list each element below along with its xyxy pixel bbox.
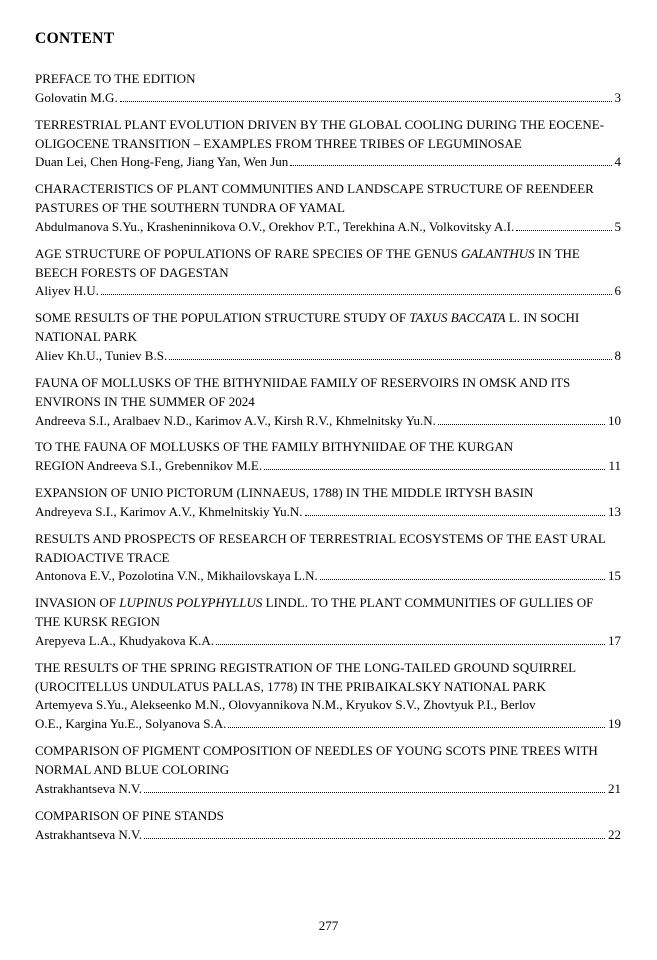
entry-title-text: LINDL. TO THE PLANT COMMUNITIES OF GULLIES OF THE KURSK REGION: [35, 595, 594, 630]
entry-title-text: PREFACE TO THE EDITION: [35, 71, 196, 86]
entry-title: [35, 70, 621, 89]
entry-author-row: [35, 632, 621, 651]
entry-page-number: 17: [608, 632, 621, 648]
dot-leader: [305, 515, 605, 516]
entry-author-row: [35, 347, 621, 366]
entry-page-number: 21: [608, 780, 621, 796]
entry-title-text: CHARACTERISTICS OF PLANT COMMUNITIES AND LANDSCAPE STRUCTURE OF REENDEER PASTURES OF THE SOUTHERN TUNDRA OF YAMAL: [35, 181, 594, 216]
entry-author-row: [35, 153, 621, 172]
content-heading: CONTENT: [35, 30, 115, 47]
entry-page-number: 11: [608, 458, 621, 474]
toc-entry: [35, 245, 621, 302]
entry-title-text: INVASION OF: [35, 595, 120, 611]
entry-title-text: RESULTS AND PROSPECTS OF RESEARCH OF TERRESTRIAL ECOSYSTEMS OF THE EAST URAL RADIOACTIVE TRACE: [35, 530, 606, 565]
entry-title-text: L. IN SOCHI NATIONAL PARK: [35, 310, 580, 345]
toc-entry: [35, 438, 621, 476]
entry-authors: Golovatin M.G.: [35, 89, 118, 105]
dot-leader: [320, 579, 605, 580]
dot-leader: [516, 230, 611, 231]
entry-page-number: 22: [608, 826, 621, 842]
entry-page-number: 13: [608, 503, 621, 519]
entry-author-row: [35, 780, 621, 799]
entry-author-row: [35, 715, 621, 734]
dot-leader: [169, 359, 611, 360]
entry-title: [35, 309, 621, 347]
entry-title-text: IN THE BEECH FORESTS OF DAGESTAN: [35, 245, 580, 280]
dot-leader: [264, 469, 605, 470]
entry-title: [35, 742, 621, 780]
entry-title-text: EXPANSION OF UNIO PICTORUM (LINNAEUS, 1788) IN THE MIDDLE IRTYSH BASIN: [35, 485, 534, 501]
toc-entry: [35, 530, 621, 587]
entry-title-text: SOME RESULTS OF THE POPULATION STRUCTURE STUDY OF: [35, 310, 410, 326]
entry-author-row: [35, 457, 621, 476]
dot-leader: [438, 424, 605, 425]
entry-authors: Astrakhantseva N.V.: [35, 780, 142, 796]
entry-page-number: 10: [608, 412, 621, 428]
toc-entry: [35, 70, 621, 108]
entry-title: [35, 807, 621, 826]
toc-entry: [35, 374, 621, 431]
toc-entry: [35, 309, 621, 366]
dot-leader: [101, 294, 612, 295]
entry-title-text: FAUNA OF MOLLUSKS OF THE BITHYNIIDAE FAMILY OF RESERVOIRS IN OMSK AND ITS ENVIRONS IN THE SUMMER OF 2024: [35, 374, 571, 409]
toc-entry: [35, 484, 621, 522]
entry-authors: O.E., Kargina Yu.E., Solyanova S.A.: [35, 716, 227, 732]
entry-author-row: [35, 826, 621, 845]
dot-leader: [290, 165, 611, 166]
entry-title: [35, 594, 621, 632]
entry-title: [35, 180, 621, 218]
toc-entry: [35, 807, 621, 845]
entry-authors: Arepyeva L.A., Khudyakova K.A.: [35, 632, 215, 648]
entry-title-text: THE RESULTS OF THE SPRING REGISTRATION OF THE LONG-TAILED GROUND SQUIRREL (UROCITELLUS UNDULATUS PALLAS, 1778) IN THE PRIBAIKALSKY NATIONAL PARK: [35, 659, 576, 694]
entry-title: [35, 438, 621, 457]
entry-page-number: 4: [614, 154, 621, 170]
toc-entry: [35, 659, 621, 734]
page-number-footer: 277: [318, 918, 339, 933]
entry-authors: Duan Lei, Chen Hong-Feng, Jiang Yan, Wen Jun: [35, 154, 289, 170]
entry-title-species-name: TAXUS BACCATA: [409, 310, 506, 326]
entry-authors-line: Artemyeva S.Yu., Alekseenko M.N., Olovyannikova N.M., Kryukov S.V., Zhovtyuk P.I., Berlov: [35, 697, 536, 713]
entry-page-number: 6: [614, 283, 621, 299]
entry-title: [35, 116, 621, 154]
entry-authors: Aliyev H.U.: [35, 283, 99, 299]
entry-title-text: COMPARISON OF PIGMENT COMPOSITION OF NEEDLES OF YOUNG SCOTS PINE TREES WITH NORMAL AND BLUE COLORING: [35, 743, 598, 777]
entry-author-row: [35, 503, 621, 522]
entry-authors: Astrakhantseva N.V.: [35, 826, 142, 842]
toc-entry: [35, 594, 621, 651]
entry-page-number: 5: [614, 218, 621, 234]
entry-title-species-name: LUPINUS POLYPHYLLUS: [119, 595, 263, 611]
entry-authors: REGION Andreeva S.I., Grebennikov M.E.: [35, 458, 263, 474]
entry-title: [35, 245, 621, 283]
entry-author-row: [35, 218, 621, 237]
entry-author-row: [35, 282, 621, 301]
entry-title-text: TO THE FAUNA OF MOLLUSKS OF THE FAMILY BITHYNIIDAE OF THE KURGAN: [35, 439, 514, 455]
entry-title: [35, 374, 621, 412]
dot-leader: [228, 727, 605, 728]
entry-author-row: [35, 567, 621, 586]
entry-title-text: TERRESTRIAL PLANT EVOLUTION DRIVEN BY THE GLOBAL COOLING DURING THE EOCENE-OLIGOCENE TRANSITION – EXAMPLES FROM THREE TRIBES OF LEGUMINOSAE: [35, 116, 605, 151]
entry-author-row: [35, 89, 621, 108]
dot-leader: [144, 792, 605, 793]
toc-entry: [35, 116, 621, 173]
entry-page-number: 19: [608, 716, 621, 732]
dot-leader: [144, 838, 605, 839]
toc-list: [35, 70, 621, 844]
dot-leader: [216, 644, 605, 645]
entry-title-text: COMPARISON OF PINE STANDS: [35, 807, 224, 823]
entry-page-number: 3: [614, 89, 621, 105]
toc-entry: [35, 180, 621, 237]
entry-title: [35, 484, 621, 503]
dot-leader: [120, 101, 612, 102]
entry-page-number: 8: [614, 347, 621, 363]
entry-page-number: 15: [608, 568, 621, 584]
entry-title-text: AGE STRUCTURE OF POPULATIONS OF RARE SPECIES OF THE GENUS: [35, 245, 461, 261]
entry-authors: Abdulmanova S.Yu., Krasheninnikova O.V., Orekhov P.T., Terekhina A.N., Volkovitsky A.I.: [35, 218, 515, 234]
entry-authors: Antonova E.V., Pozolotina V.N., Mikhailovskaya L.N.: [35, 568, 318, 584]
entry-title: [35, 659, 621, 697]
entry-title: [35, 530, 621, 568]
entry-authors: Andreyeva S.I., Karimov A.V., Khmelnitskiy Yu.N.: [35, 503, 303, 519]
entry-authors: Aliev Kh.U., Tuniev B.S.: [35, 347, 168, 363]
entry-title-species-name: GALANTHUS: [460, 245, 535, 261]
entry-author-row: [35, 412, 621, 431]
entry-authors: Andreeva S.I., Aralbaev N.D., Karimov A.V., Kirsh R.V., Khmelnitsky Yu.N.: [35, 412, 436, 428]
toc-entry: [35, 742, 621, 799]
